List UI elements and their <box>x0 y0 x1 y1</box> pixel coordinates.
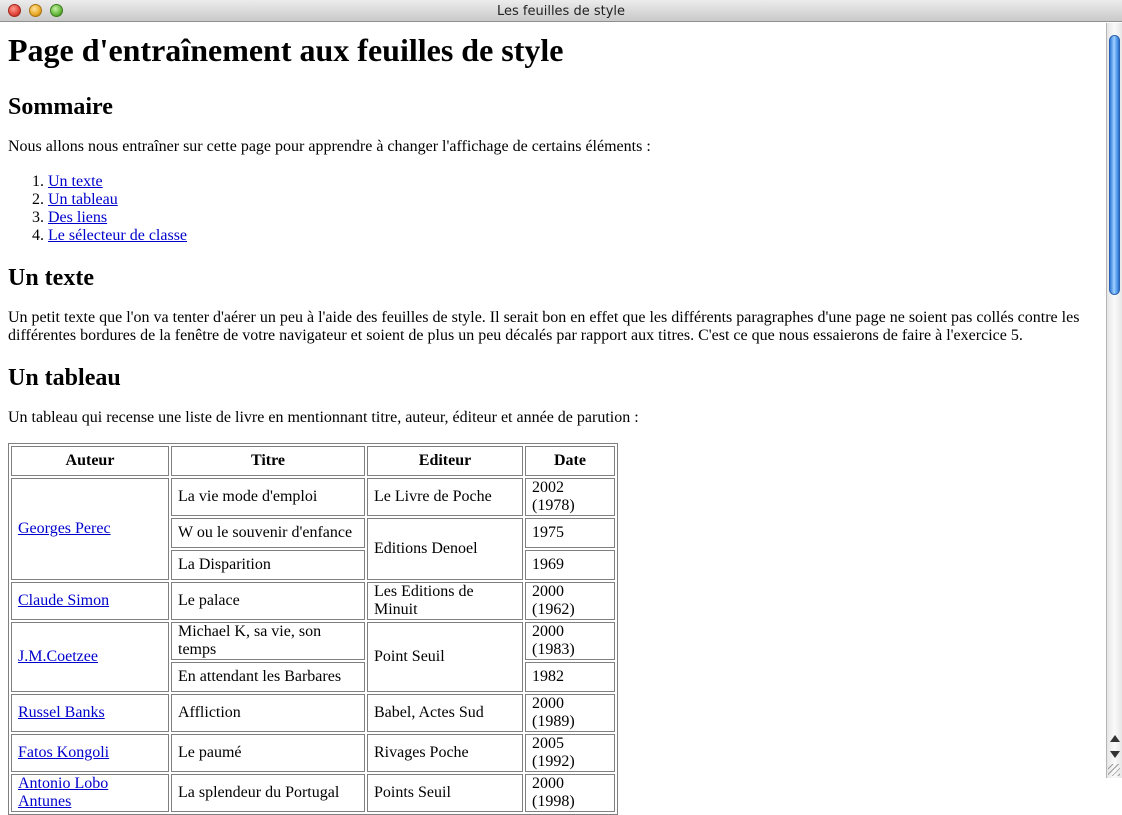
table-section-heading: Un tableau <box>8 365 121 391</box>
date-cell: 2000 (1989) <box>525 694 615 732</box>
publisher-cell: Editions Denoel <box>367 518 523 580</box>
list-item <box>48 209 1098 227</box>
scroll-down-arrow-icon[interactable] <box>1110 751 1120 758</box>
page-content <box>0 23 1106 810</box>
link-un-tableau[interactable]: Un tableau <box>48 191 118 208</box>
author-cell <box>11 582 169 620</box>
title-cell: Michael K, sa vie, son temps <box>171 622 365 660</box>
date-cell: 2000 (1983) <box>525 622 615 660</box>
title-cell: La vie mode d'emploi <box>171 478 365 516</box>
title-cell: La Disparition <box>171 550 365 580</box>
title-cell: W ou le souvenir d'enfance <box>171 518 365 548</box>
date-cell: 2000 (1962) <box>525 582 615 620</box>
title-cell: En attendant les Barbares <box>171 662 365 692</box>
author-link[interactable]: Fatos Kongoli <box>18 744 110 761</box>
title-cell: La splendeur du Portugal <box>171 774 365 812</box>
window-titlebar[interactable] <box>0 0 1122 22</box>
link-des-liens[interactable]: Des liens <box>48 209 108 226</box>
text-section-heading: Un texte <box>8 265 94 291</box>
author-cell <box>11 622 169 692</box>
summary-list <box>8 173 1098 245</box>
publisher-cell: Points Seuil <box>367 774 523 812</box>
scrollbar-thumb[interactable] <box>1109 35 1120 295</box>
date-cell: 2000 (1998) <box>525 774 615 812</box>
author-cell <box>11 734 169 772</box>
link-selecteur-de-classe[interactable]: Le sélecteur de classe <box>48 227 188 244</box>
scroll-up-arrow-icon[interactable] <box>1110 735 1120 742</box>
list-item <box>48 191 1098 209</box>
page-title: Page d'entraînement aux feuilles de style <box>8 32 564 68</box>
table-row <box>11 582 615 620</box>
publisher-cell: Le Livre de Poche <box>367 478 523 516</box>
publisher-cell: Babel, Actes Sud <box>367 694 523 732</box>
author-link[interactable]: J.M.Coetzee <box>18 648 98 665</box>
header-editeur: Editeur <box>367 446 523 476</box>
author-cell <box>11 478 169 580</box>
link-un-texte[interactable]: Un texte <box>48 173 103 190</box>
title-cell: Le paumé <box>171 734 365 772</box>
title-cell: Affliction <box>171 694 365 732</box>
header-titre: Titre <box>171 446 365 476</box>
table-row <box>11 774 615 812</box>
window-title: Les feuilles de style <box>496 4 626 19</box>
summary-heading: Sommaire <box>8 94 113 120</box>
publisher-cell: Rivages Poche <box>367 734 523 772</box>
publisher-cell: Point Seuil <box>367 622 523 692</box>
author-cell <box>11 774 169 812</box>
list-item <box>48 173 1098 191</box>
table-row <box>11 734 615 772</box>
table-row <box>11 694 615 732</box>
table-header-row <box>11 446 615 476</box>
text-section-paragraph: Un petit texte que l'on va tenter d'aérer un peu à l'aide des feuilles de style. Il serait bon en effet que les différents paragraphes d'une page ne soient pas collés contre les différentes bordures de la fenêtre de votre navigateur et soient de plus un peu décalés par rapport aux titres. C'est ce que nous essaierons de faire à l'exercice 5. <box>8 309 1080 344</box>
author-cell <box>11 694 169 732</box>
header-auteur: Auteur <box>11 446 169 476</box>
books-table <box>8 443 618 815</box>
table-row <box>11 622 615 660</box>
date-cell: 1975 <box>525 518 615 548</box>
list-item <box>48 227 1098 245</box>
summary-intro: Nous allons nous entraîner sur cette page pour apprendre à changer l'affichage de certains éléments : <box>8 138 651 155</box>
author-link[interactable]: Russel Banks <box>18 704 105 721</box>
date-cell: 2002 (1978) <box>525 478 615 516</box>
date-cell: 1982 <box>525 662 615 692</box>
date-cell: 2005 (1992) <box>525 734 615 772</box>
table-row <box>11 478 615 516</box>
vertical-scrollbar[interactable] <box>1106 23 1122 778</box>
author-link[interactable]: Claude Simon <box>18 592 110 609</box>
author-link[interactable]: Georges Perec <box>18 520 111 537</box>
resize-grip-icon[interactable] <box>1108 764 1120 776</box>
table-section-intro: Un tableau qui recense une liste de livre en mentionnant titre, auteur, éditeur et année de parution : <box>8 409 639 426</box>
header-date: Date <box>525 446 615 476</box>
date-cell: 1969 <box>525 550 615 580</box>
publisher-cell: Les Editions de Minuit <box>367 582 523 620</box>
author-link[interactable]: Antonio Lobo Antunes <box>18 775 109 810</box>
title-cell: Le palace <box>171 582 365 620</box>
